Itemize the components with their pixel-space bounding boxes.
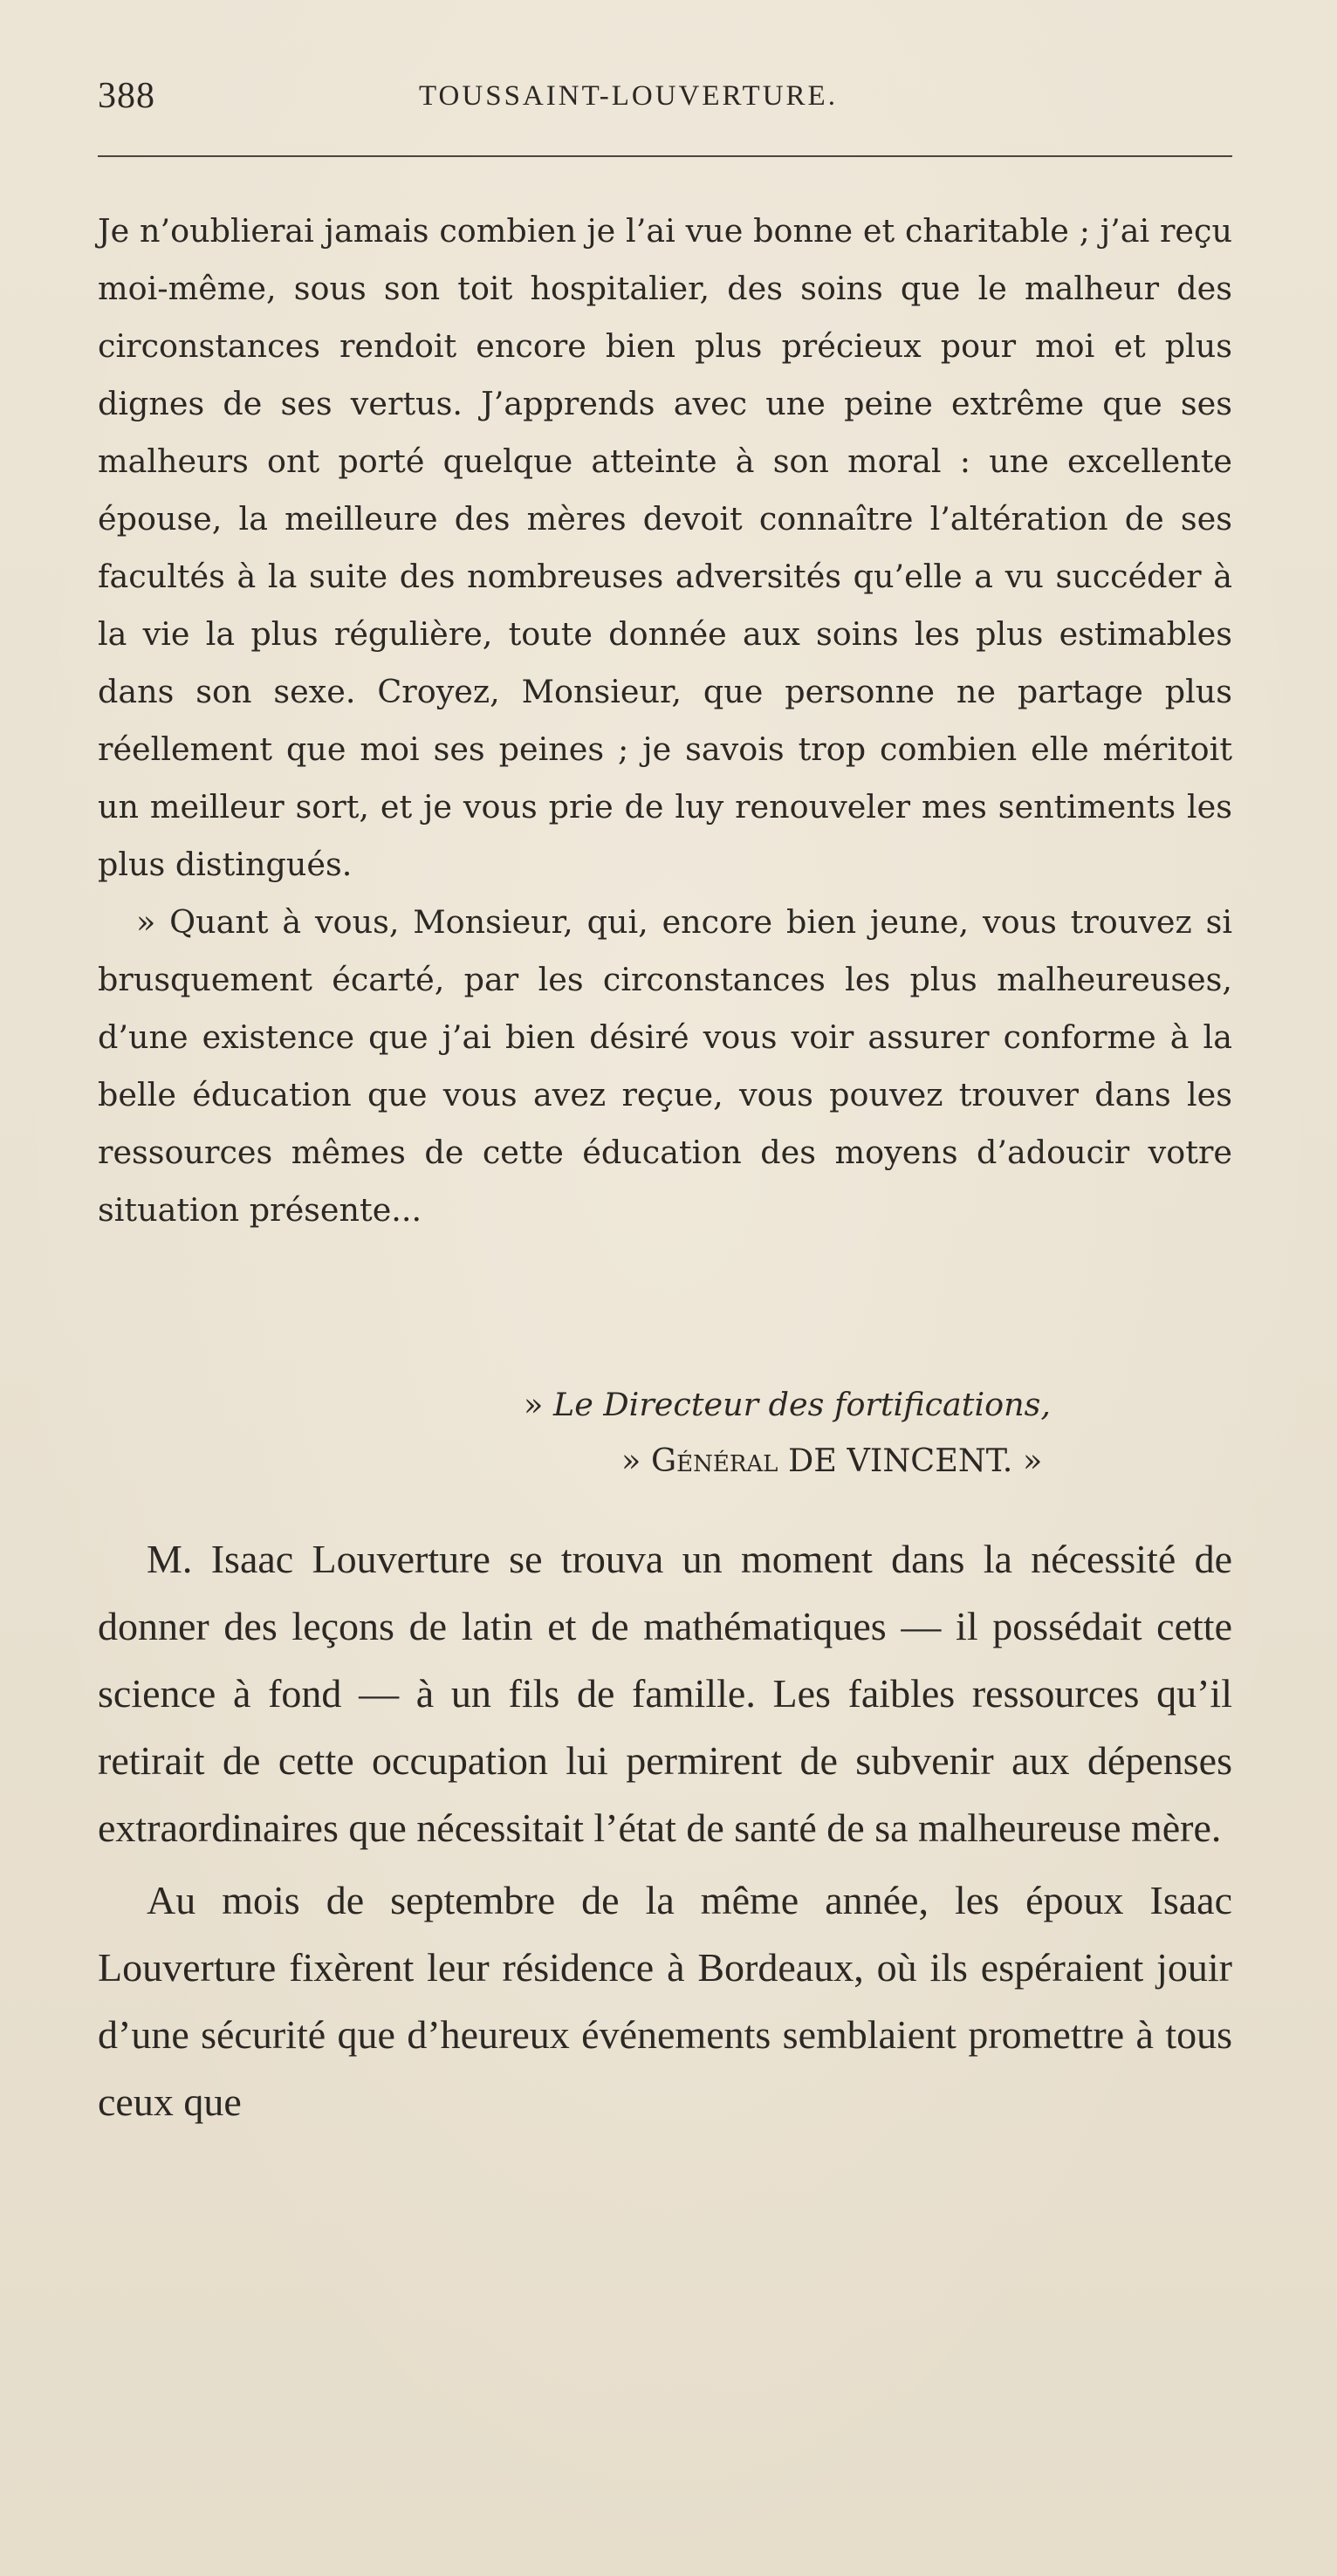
signature-name-suffix: »	[1022, 1442, 1043, 1479]
page-header	[98, 75, 1232, 127]
running-title: TOUSSAINT-LOUVERTURE.	[419, 80, 838, 112]
signature-title-line	[98, 1377, 1337, 1433]
signature-name-prefix: »	[621, 1442, 641, 1479]
signature-name: DE VINCENT.	[788, 1442, 1013, 1479]
letter-paragraph-2: » Quant à vous, Monsieur, qui, encore bien jeune, vous trouvez si brusquement écarté, par les circonstances les plus malheureuses, d’une existence que j’ai bien désiré vous voir assurer conforme à la belle éducation que vous avez reçue, vous pouvez trouver dans les ressources mêmes de cette éducation des moyens d’adoucir votre situation présente...	[98, 903, 1232, 1229]
signature-title: Le Directeur des fortifications,	[552, 1386, 1051, 1423]
signature-rank: Général	[650, 1442, 778, 1479]
body-paragraph-2: Au mois de septembre de la même année, les époux Isaac Louverture fixèrent leur résidence à Bordeaux, où ils espéraient jouir d’une sécurité que d’heureux événements semblaient promettre à tous ceux que	[98, 1878, 1232, 2124]
signature-name-line	[98, 1433, 1337, 1489]
signature-quote-mark: »	[524, 1386, 544, 1423]
quoted-letter	[98, 202, 1232, 1239]
header-rule	[98, 155, 1232, 157]
letter-paragraph-1: Je n’oublierai jamais combien je l’ai vue bonne et charitable ; j’ai reçu moi-même, sous son toit hospitalier, des soins que le malheur des circonstances rendoit encore bien plus précieux pour moi et plus dignes de ses vertus. J’apprends avec une peine extrême que ses malheurs ont porté quelque atteinte à son moral : une excellente épouse, la meilleure des mères devoit connaître l’altération de ses facultés à la suite des nombreuses adversités qu’elle a vu succéder à la vie la plus régulière, toute donnée aux soins les plus estimables dans son sexe. Croyez, Monsieur, que personne ne partage plus réellement que moi ses peines ; je savois trop combien elle méritoit un meilleur sort, et je vous prie de luy renouveler mes sentiments les plus distingués.	[98, 212, 1232, 883]
body-text	[98, 1525, 1232, 2135]
page-number: 388	[98, 76, 155, 116]
body-paragraph-1: M. Isaac Louverture se trouva un moment dans la nécessité de donner des leçons de latin et de mathématiques — il possédait cette science à fond — à un fils de famille. Les faibles ressources qu’il retirait de cette occupation lui permirent de subvenir aux dépenses extraordinaires que nécessitait l’état de santé de sa malheureuse mère.	[98, 1537, 1232, 1850]
